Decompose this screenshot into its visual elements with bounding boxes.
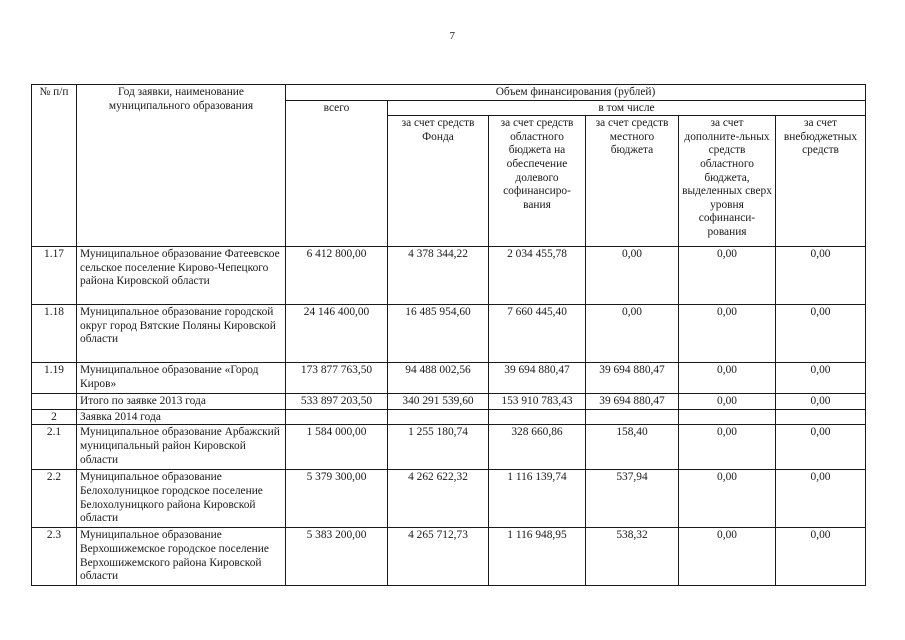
row-extrabudget: 0,00	[776, 394, 866, 410]
row-total: 173 877 763,50	[286, 363, 388, 394]
row-local: 39 694 880,47	[586, 363, 679, 394]
row-local: 158,40	[586, 425, 679, 470]
header-local: за счет средств местного бюджета	[586, 116, 679, 247]
row-total	[286, 409, 388, 425]
row-name: Муниципальное образование Верхошижемское городское поселение Верхошижемского района Кировской области	[77, 528, 286, 586]
row-additional: 0,00	[679, 363, 776, 394]
row-local: 0,00	[586, 305, 679, 363]
row-name: Заявка 2014 года	[77, 409, 286, 425]
row-additional: 0,00	[679, 425, 776, 470]
row-additional: 0,00	[679, 470, 776, 528]
row-total: 6 412 800,00	[286, 247, 388, 305]
table-row	[32, 247, 866, 305]
row-fund: 1 255 180,74	[388, 425, 489, 470]
row-regional: 7 660 445,40	[489, 305, 586, 363]
row-fund: 16 485 954,60	[388, 305, 489, 363]
table-row	[32, 470, 866, 528]
row-regional: 1 116 948,95	[489, 528, 586, 586]
row-no: 2.3	[32, 528, 77, 586]
row-regional: 1 116 139,74	[489, 470, 586, 528]
row-regional: 328 660,86	[489, 425, 586, 470]
row-extrabudget: 0,00	[776, 305, 866, 363]
row-name: Муниципальное образование городской округ город Вятские Поляны Кировской области	[77, 305, 286, 363]
header-volume: Объем финансирования (рублей)	[286, 85, 866, 101]
row-local: 537,94	[586, 470, 679, 528]
row-regional: 153 910 783,43	[489, 394, 586, 410]
row-fund: 4 262 622,32	[388, 470, 489, 528]
row-name: Муниципальное образование Фатеевское сельское поселение Кирово-Чепецкого района Кировской области	[77, 247, 286, 305]
row-total: 5 383 200,00	[286, 528, 388, 586]
row-regional: 2 034 455,78	[489, 247, 586, 305]
row-total: 24 146 400,00	[286, 305, 388, 363]
table-row	[32, 305, 866, 363]
row-fund: 94 488 002,56	[388, 363, 489, 394]
row-local: 538,32	[586, 528, 679, 586]
page-number: 7	[449, 30, 456, 42]
row-total: 1 584 000,00	[286, 425, 388, 470]
row-local	[586, 409, 679, 425]
row-additional: 0,00	[679, 394, 776, 410]
row-no: 2	[32, 409, 77, 425]
header-name: Год заявки, наименование муниципального образования	[77, 85, 286, 247]
row-additional: 0,00	[679, 247, 776, 305]
row-name: Итого по заявке 2013 года	[77, 394, 286, 410]
table-row	[32, 363, 866, 394]
row-additional: 0,00	[679, 305, 776, 363]
row-regional: 39 694 880,47	[489, 363, 586, 394]
header-including: в том числе	[388, 100, 866, 116]
table-row-section	[32, 409, 866, 425]
header-regional: за счет средств областного бюджета на обеспечение долевого софинансиро-вания	[489, 116, 586, 247]
row-no: 1.17	[32, 247, 77, 305]
row-extrabudget: 0,00	[776, 247, 866, 305]
row-total: 533 897 203,50	[286, 394, 388, 410]
row-no: 1.18	[32, 305, 77, 363]
row-regional	[489, 409, 586, 425]
row-additional	[679, 409, 776, 425]
financing-table	[31, 84, 866, 586]
header-extrabudget: за счет внебюджетных средств	[776, 116, 866, 247]
row-no: 2.1	[32, 425, 77, 470]
header-fund: за счет средств Фонда	[388, 116, 489, 247]
row-extrabudget: 0,00	[776, 528, 866, 586]
row-extrabudget: 0,00	[776, 425, 866, 470]
header-total: всего	[286, 100, 388, 247]
row-extrabudget: 0,00	[776, 363, 866, 394]
row-local: 0,00	[586, 247, 679, 305]
table-row	[32, 425, 866, 470]
header-additional: за счет дополните-льных средств областного бюджета, выделенных сверх уровня софинанси-рования	[679, 116, 776, 247]
row-fund: 4 378 344,22	[388, 247, 489, 305]
row-additional: 0,00	[679, 528, 776, 586]
row-name: Муниципальное образование Белохолуницкое городское поселение Белохолуницкого района Кировской области	[77, 470, 286, 528]
header-no: № п/п	[32, 85, 77, 247]
row-fund: 4 265 712,73	[388, 528, 489, 586]
row-total: 5 379 300,00	[286, 470, 388, 528]
row-name: Муниципальное образование Арбажский муниципальный район Кировской области	[77, 425, 286, 470]
row-fund	[388, 409, 489, 425]
row-name: Муниципальное образование «Город Киров»	[77, 363, 286, 394]
header-row-1	[32, 85, 866, 101]
row-no: 2.2	[32, 470, 77, 528]
row-extrabudget	[776, 409, 866, 425]
row-no: 1.19	[32, 363, 77, 394]
row-fund: 340 291 539,60	[388, 394, 489, 410]
row-no	[32, 394, 77, 410]
row-local: 39 694 880,47	[586, 394, 679, 410]
table-row	[32, 528, 866, 586]
row-extrabudget: 0,00	[776, 470, 866, 528]
table-row-subtotal	[32, 394, 866, 410]
